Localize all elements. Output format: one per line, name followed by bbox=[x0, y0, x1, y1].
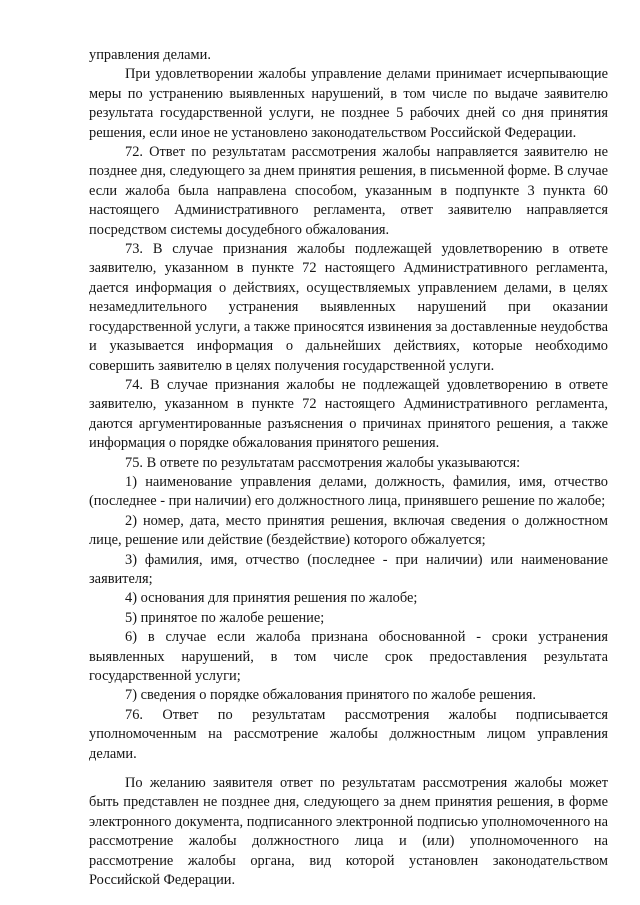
paragraph-76: 76. Ответ по результатам рассмотрения жалобы подписывается уполномоченным на рассмотрение жалобы должностным лицом управления делами. bbox=[89, 706, 608, 762]
paragraph-satisfaction-measures: При удовлетворении жалобы управление делами принимает исчерпывающие меры по устранению выявленных нарушений, в том числе по выдаче заявителю результата государственной услуги, не позднее 5 рабочих дней со дня принятия решения, если иное не установлено законодательством Российской Федерации. bbox=[89, 66, 608, 141]
list-item-5: 5) принятое по жалобе решение; bbox=[125, 609, 325, 626]
list-item-2: 2) номер, дата, место принятия решения, включая сведения о должностном лице, решение или действие (бездействие) которого обжалуется; bbox=[89, 512, 608, 549]
paragraph-72: 72. Ответ по результатам рассмотрения жалобы направляется заявителю не позднее дня, следующего за днем принятия решения, в письменной форме. В случае если жалоба была направлена способом, указанным в подпункте 3 пункта 60 настоящего Административного регламента, ответ заявителю направляется посредством системы досудебного обжалования. bbox=[89, 144, 608, 238]
paragraph-74: 74. В случае признания жалобы не подлежащей удовлетворению в ответе заявителю, указанном в пункте 72 настоящего Административного регламента, даются аргументированные разъяснения о причинах принятого решения, а также информация о порядке обжалования принятого решения. bbox=[89, 376, 608, 452]
paragraph-continuation: управления делами. bbox=[89, 47, 211, 63]
list-item-4: 4) основания для принятия решения по жалобе; bbox=[125, 590, 418, 607]
paragraph-73: 73. В случае признания жалобы подлежащей удовлетворению в ответе заявителю, указанном в пункте 72 настоящего Административного регламента, дается информация о действиях, осуществляемых управлением делами, в целях незамедлительного устранения выявленных нарушений при оказании государственной услуги, а также приносятся извинения за доставленные неудобства и указывается информация о дальнейших действиях, которые необходимо совершить заявителю в целях получения государственной услуги. bbox=[89, 241, 608, 374]
list-item-7: 7) сведения о порядке обжалования принятого по жалобе решения. bbox=[125, 687, 536, 704]
paragraph-75: 75. В ответе по результатам рассмотрения жалобы указываются: bbox=[125, 454, 521, 471]
paragraph-electronic-response: По желанию заявителя ответ по результатам рассмотрения жалобы может быть представлен не позднее дня, следующего за днем принятия решения, в форме электронного документа, подписанного электронной подписью уполномоченного на рассмотрение жалобы должностного лица и (или) уполномоченного на рассмотрение жалобы органа, вид которой установлен законодательством Российской Федерации. bbox=[89, 775, 608, 889]
list-item-6: 6) в случае если жалоба признана обоснованной - сроки устранения выявленных нарушений, в том числе срок предоставления результата государственной услуги; bbox=[89, 629, 608, 684]
list-item-1: 1) наименование управления делами, должность, фамилия, имя, отчество (последнее - при наличии) его должностного лица, принявшего решение по жалобе; bbox=[89, 473, 608, 510]
list-item-3: 3) фамилия, имя, отчество (последнее - при наличии) или наименование заявителя; bbox=[89, 551, 608, 587]
